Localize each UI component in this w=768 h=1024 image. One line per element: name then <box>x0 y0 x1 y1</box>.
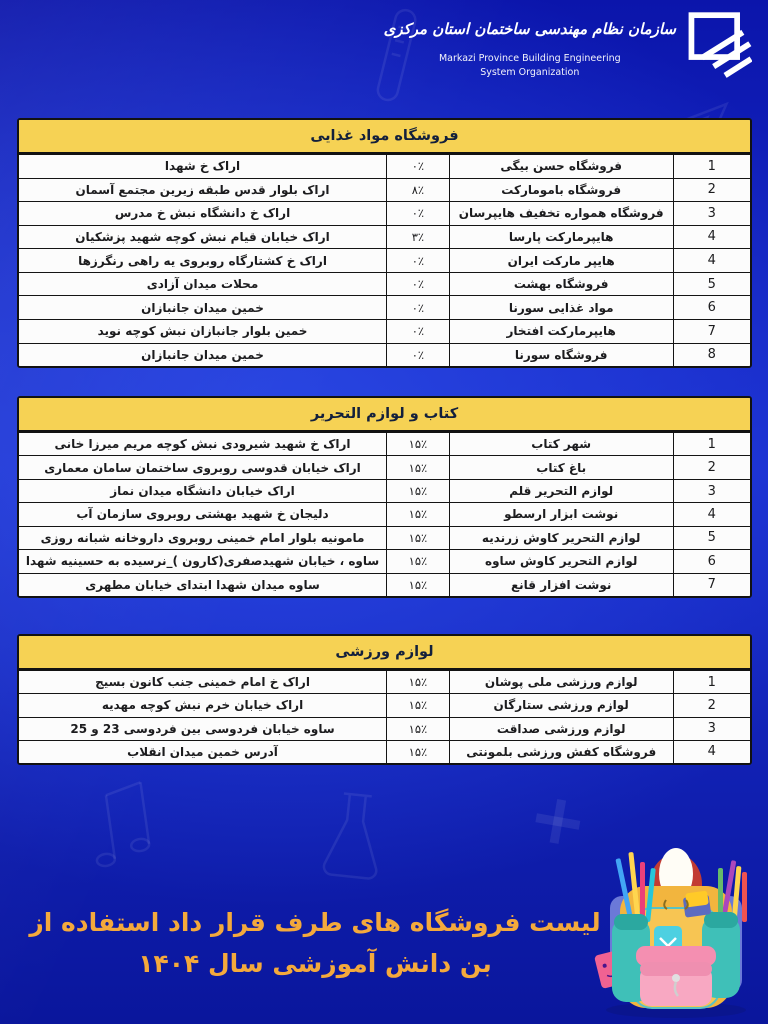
store-address: ساوه میدان شهدا ابتدای خیابان مطهری <box>85 577 320 592</box>
discount-percent: ۰٪ <box>386 249 449 272</box>
row-number: 6 <box>673 296 750 319</box>
table-row <box>19 295 750 319</box>
discount-percent: ۱۵٪ <box>386 550 449 572</box>
store-address: اراک خ شهدا <box>164 159 241 174</box>
table-body <box>19 155 750 366</box>
building-engineering-logo-icon <box>688 12 752 78</box>
stores-table <box>17 396 752 598</box>
discount-percent: ۱۵٪ <box>386 480 449 502</box>
store-address: اراک خ دانشگاه نبش خ مدرس <box>114 206 291 221</box>
store-name: فروشگاه بهشت <box>449 273 673 296</box>
store-name: لوازم ورزشی ستارگان <box>449 694 673 716</box>
store-name: فروشگاه سورنا <box>449 344 673 367</box>
table-row <box>19 155 750 178</box>
row-number: 4 <box>673 503 750 525</box>
store-address: اراک خیابان قدوسی روبروی ساختمان سامان معماری <box>44 460 361 475</box>
table-row <box>19 225 750 249</box>
store-address: آدرس خمین میدان انقلاب <box>127 744 278 759</box>
table-row <box>19 319 750 343</box>
row-number: 7 <box>673 320 750 343</box>
row-number: 5 <box>673 273 750 296</box>
discount-percent: ۱۵٪ <box>386 527 449 549</box>
store-address: اراک بلوار قدس طبقه زیرین مجتمع آسمان <box>75 182 330 197</box>
row-number: 3 <box>673 202 750 225</box>
row-number: 2 <box>673 694 750 716</box>
discount-percent: ۱۵٪ <box>386 456 449 478</box>
row-number: 6 <box>673 550 750 572</box>
discount-percent: ۱۵٪ <box>386 718 449 740</box>
table-row <box>19 740 750 763</box>
discount-percent: ۱۵٪ <box>386 503 449 525</box>
store-address: اراک خیابان قیام نبش کوچه شهید پزشکیان <box>75 229 330 244</box>
store-address: اراک خ کشتارگاه روبروی یه راهی رنگرزها <box>78 253 327 268</box>
table-row <box>19 201 750 225</box>
discount-percent: ۰٪ <box>386 296 449 319</box>
row-number: 4 <box>673 741 750 763</box>
store-name: نوشت افزار قانع <box>449 574 673 596</box>
table-row <box>19 455 750 478</box>
footer-line-2: بن دانش آموزشی سال ۱۴۰۴ <box>138 948 492 978</box>
store-address: ساوه خیابان فردوسی بین فردوسی 23 و 25 <box>70 721 335 736</box>
discount-percent: ۰٪ <box>386 155 449 178</box>
stores-table <box>17 634 752 765</box>
discount-percent: ۱۵٪ <box>386 433 449 455</box>
table-row <box>19 573 750 596</box>
table-row <box>19 671 750 693</box>
store-name: مواد غذایی سورنا <box>449 296 673 319</box>
store-name: باغ کتاب <box>449 456 673 478</box>
school-backpack-illustration <box>588 838 764 1020</box>
table-row <box>19 248 750 272</box>
store-name: لوازم ورزشی ملی پوشان <box>449 671 673 693</box>
store-name: فروشگاه باموماركت <box>449 179 673 202</box>
row-number: 7 <box>673 574 750 596</box>
store-name: شهر کتاب <box>449 433 673 455</box>
table-body <box>19 433 750 596</box>
row-number: 1 <box>673 155 750 178</box>
table-body <box>19 671 750 763</box>
discount-percent: ۰٪ <box>386 202 449 225</box>
org-name-farsi: سازمان نظام مهندسی ساختمان استان مرکزی <box>383 20 676 38</box>
table-title: کتاب و لوازم التحریر <box>19 398 750 433</box>
row-number: 1 <box>673 671 750 693</box>
table-row <box>19 502 750 525</box>
discount-percent: ۱۵٪ <box>386 671 449 693</box>
store-name: هایپرمارکت افتخار <box>449 320 673 343</box>
table-row <box>19 272 750 296</box>
stores-table <box>17 118 752 368</box>
row-number: 1 <box>673 433 750 455</box>
store-address: ساوه ، خیابان شهیدصفری(کارون )_نرسیده به حسینیه شهدا <box>25 554 380 569</box>
store-name: فروشگاه حسن بیگی <box>449 155 673 178</box>
discount-percent: ۳٪ <box>386 226 449 249</box>
store-name: لوازم التحریر قلم <box>449 480 673 502</box>
store-address: اراک خیابان دانشگاه میدان نماز <box>110 484 295 499</box>
store-name: لوازم التحریر کاوش ساوه <box>449 550 673 572</box>
row-number: 2 <box>673 456 750 478</box>
store-address: خمین میدان جانبازان <box>141 347 264 362</box>
store-address: محلات میدان آزادی <box>146 277 259 292</box>
store-name: لوازم ورزشی صداقت <box>449 718 673 740</box>
table-row <box>19 549 750 572</box>
store-address: خمین میدان جانبازان <box>141 300 264 315</box>
store-address: دلیجان خ شهید بهشتی روبروی سازمان آب <box>76 507 329 522</box>
store-name: هایپرمارکت پارسا <box>449 226 673 249</box>
store-address: اراک خ امام خمینی جنب کانون بسیج <box>95 675 310 690</box>
footer-line-1: لیست فروشگاه های طرف قرار داد استفاده از <box>29 908 601 937</box>
table-row <box>19 433 750 455</box>
discount-percent: ۰٪ <box>386 320 449 343</box>
plus-sign-icon <box>532 796 583 847</box>
store-address: خمین بلوار جانبازان نبش کوچه نوید <box>97 324 308 339</box>
discount-percent: ۰٪ <box>386 273 449 296</box>
table-row <box>19 717 750 740</box>
store-name: نوشت ابزار ارسطو <box>449 503 673 525</box>
row-number: 4 <box>673 226 750 249</box>
table-title: فروشگاه مواد غذایی <box>19 120 750 155</box>
table-row <box>19 178 750 202</box>
table-row <box>19 526 750 549</box>
discount-percent: ۱۵٪ <box>386 741 449 763</box>
org-name-english: Markazi Province Building Engineering System Organization <box>438 53 621 79</box>
beaker-icon <box>323 792 384 879</box>
store-name: فروشگاه همواره تخفیف هایپرسان <box>449 202 673 225</box>
table-row <box>19 343 750 367</box>
row-number: 2 <box>673 179 750 202</box>
table-row <box>19 693 750 716</box>
footer-caption <box>0 903 630 984</box>
discount-percent: ۱۵٪ <box>386 574 449 596</box>
store-name: فروشگاه کفش ورزشی بلمونتی <box>449 741 673 763</box>
music-note-icon <box>87 782 151 867</box>
table-title: لوازم ورزشی <box>19 636 750 671</box>
discount-percent: ۱۵٪ <box>386 694 449 716</box>
discount-percent: ۰٪ <box>386 344 449 367</box>
table-row <box>19 479 750 502</box>
row-number: 4 <box>673 249 750 272</box>
store-address: اراک خیابان خرم نبش کوچه مهدیه <box>101 698 304 713</box>
row-number: 5 <box>673 527 750 549</box>
store-name: هایپر مارکت ایران <box>449 249 673 272</box>
store-name: لوازم التحریر کاوش زرندیه <box>449 527 673 549</box>
store-address: اراک خ شهید شیرودی نبش کوچه مریم میرزا خانی <box>54 437 351 452</box>
row-number: 3 <box>673 480 750 502</box>
row-number: 3 <box>673 718 750 740</box>
brand-header <box>384 12 752 81</box>
row-number: 8 <box>673 344 750 367</box>
store-address: مامونیه بلوار امام خمینی روبروی داروخانه شبانه روزی <box>40 530 365 545</box>
discount-percent: ۸٪ <box>386 179 449 202</box>
